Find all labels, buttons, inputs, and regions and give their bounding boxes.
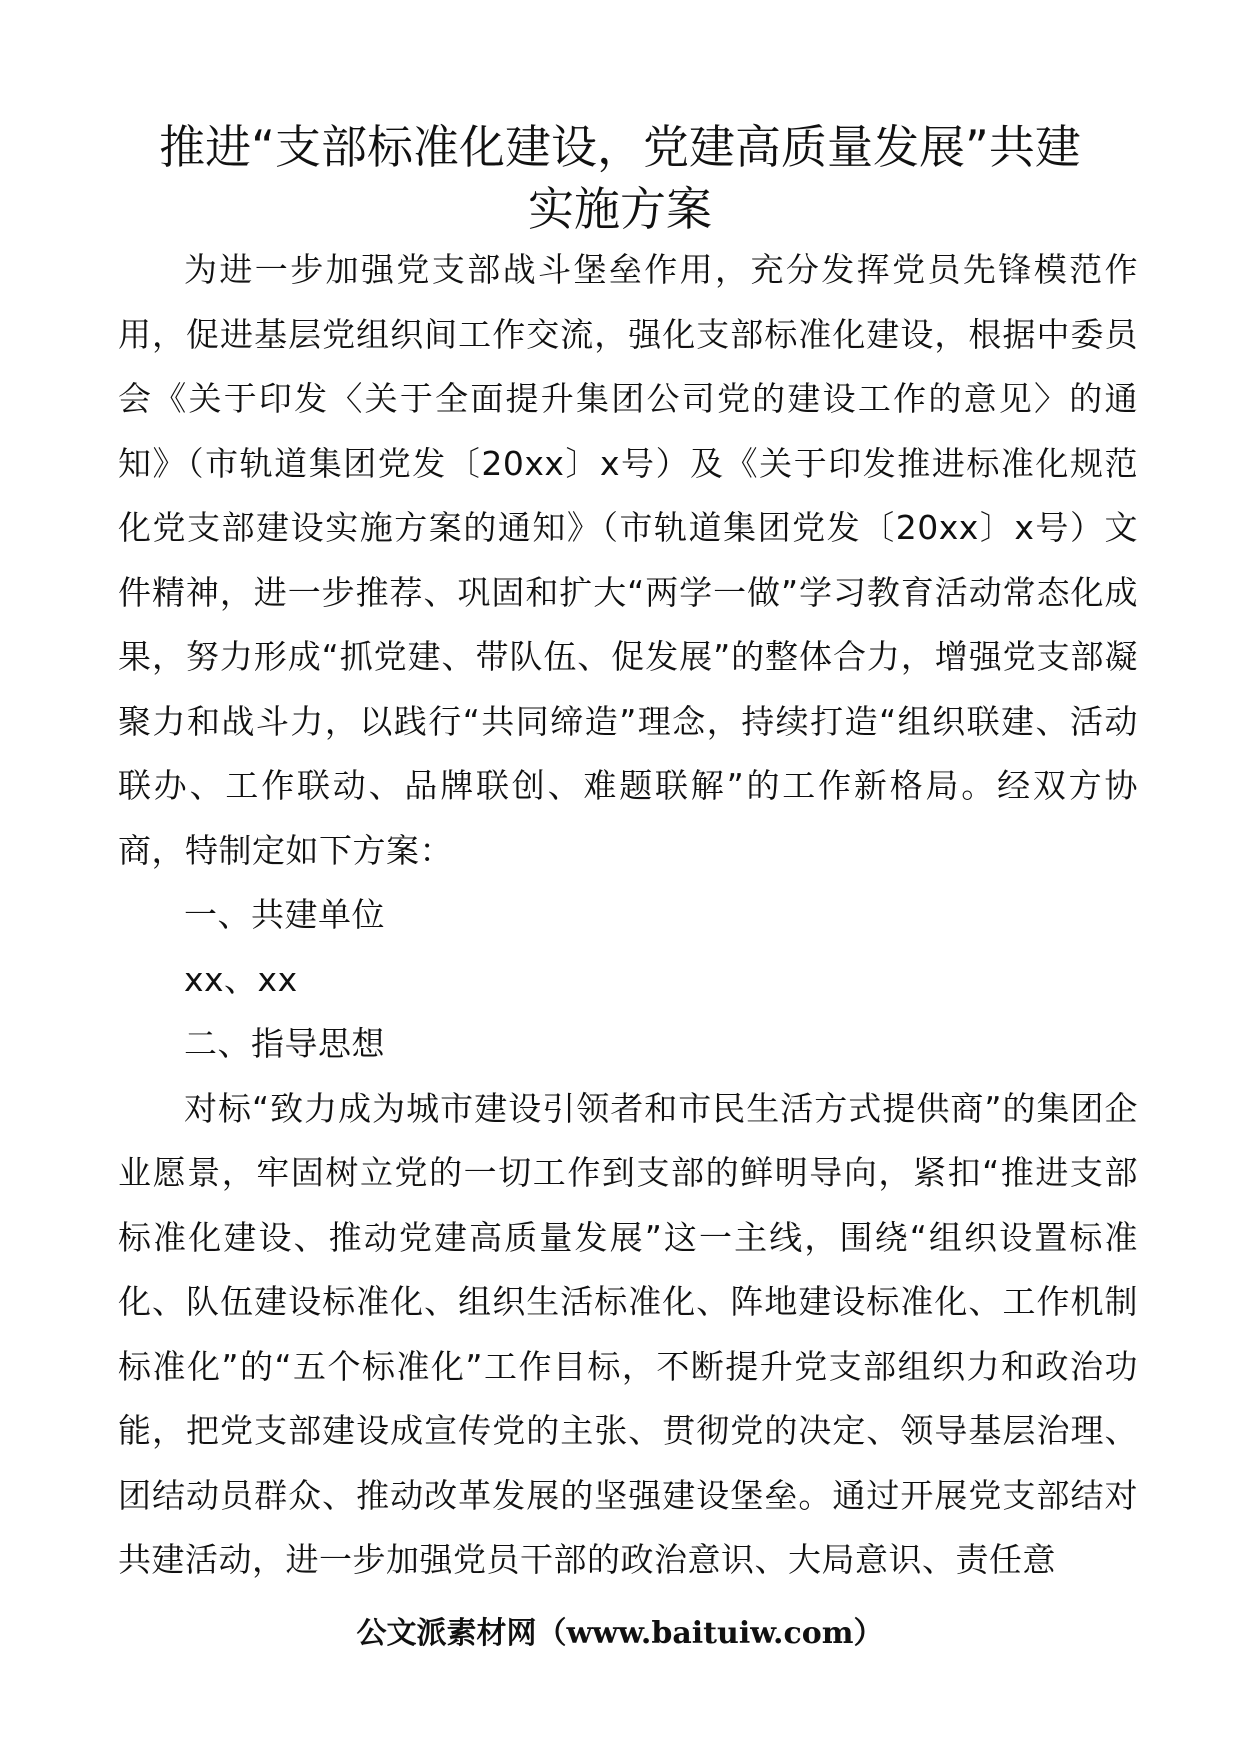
guiding-ideology-paragraph: 对标“致力成为城市建设引领者和市民生活方式提供商”的集团企业愿景，牢固树立党的一切工作到支部的鲜明导向，紧扣“推进支部标准化建设、推动党建高质量发展”这一主线，围绕“组织设置标准化、队伍建设标准化、组织生活标准化、阵地建设标准化、工作机制标准化”的“五个标准化”工作目标，不断提升党支部组织力和政治功能，把党支部建设成宣传党的主张、贯彻党的决定、领导基层治理、团结动员群众、推动改革发展的坚强建设堡垒。通过开展党支部结对共建活动，进一步加强党员干部的政治意识、大局意识、责任意 — [118, 1088, 1138, 1579]
section-heading-co-building-units: 一、共建单位 — [184, 895, 385, 934]
footer-watermark: 公文派素材网（www.baituiw.com） — [356, 1616, 884, 1651]
document-title — [90, 116, 1150, 240]
title-line-2: 实施方案 — [528, 182, 712, 236]
title-line-1: 推进“支部标准化建设，党建高质量发展”共建 — [159, 120, 1081, 174]
co-building-units-text: xx、xx — [184, 959, 298, 999]
document-body — [118, 238, 1138, 1593]
section-heading-guiding-ideology: 二、指导思想 — [184, 1024, 385, 1063]
intro-paragraph: 为进一步加强党支部战斗堡垒作用，充分发挥党员先锋模范作用，促进基层党组织间工作交流，强化支部标准化建设，根据中委员会《关于印发〈关于全面提升集团公司党的建设工作的意见〉的通知》（市轨道集团党发〔20xx〕x号）及《关于印发推进标准化规范化党支部建设实施方案的通知》（市轨道集团党发〔20xx〕x号）文件精神，进一步推荐、巩固和扩大“两学一做”学习教育活动常态化成果，努力形成“抓党建、带队伍、促发展”的整体合力，增强党支部凝聚力和战斗力，以践行“共同缔造”理念，持续打造“组织联建、活动联办、工作联动、品牌联创、难题联解”的工作新格局。经双方协商，特制定如下方案： — [118, 250, 1138, 870]
